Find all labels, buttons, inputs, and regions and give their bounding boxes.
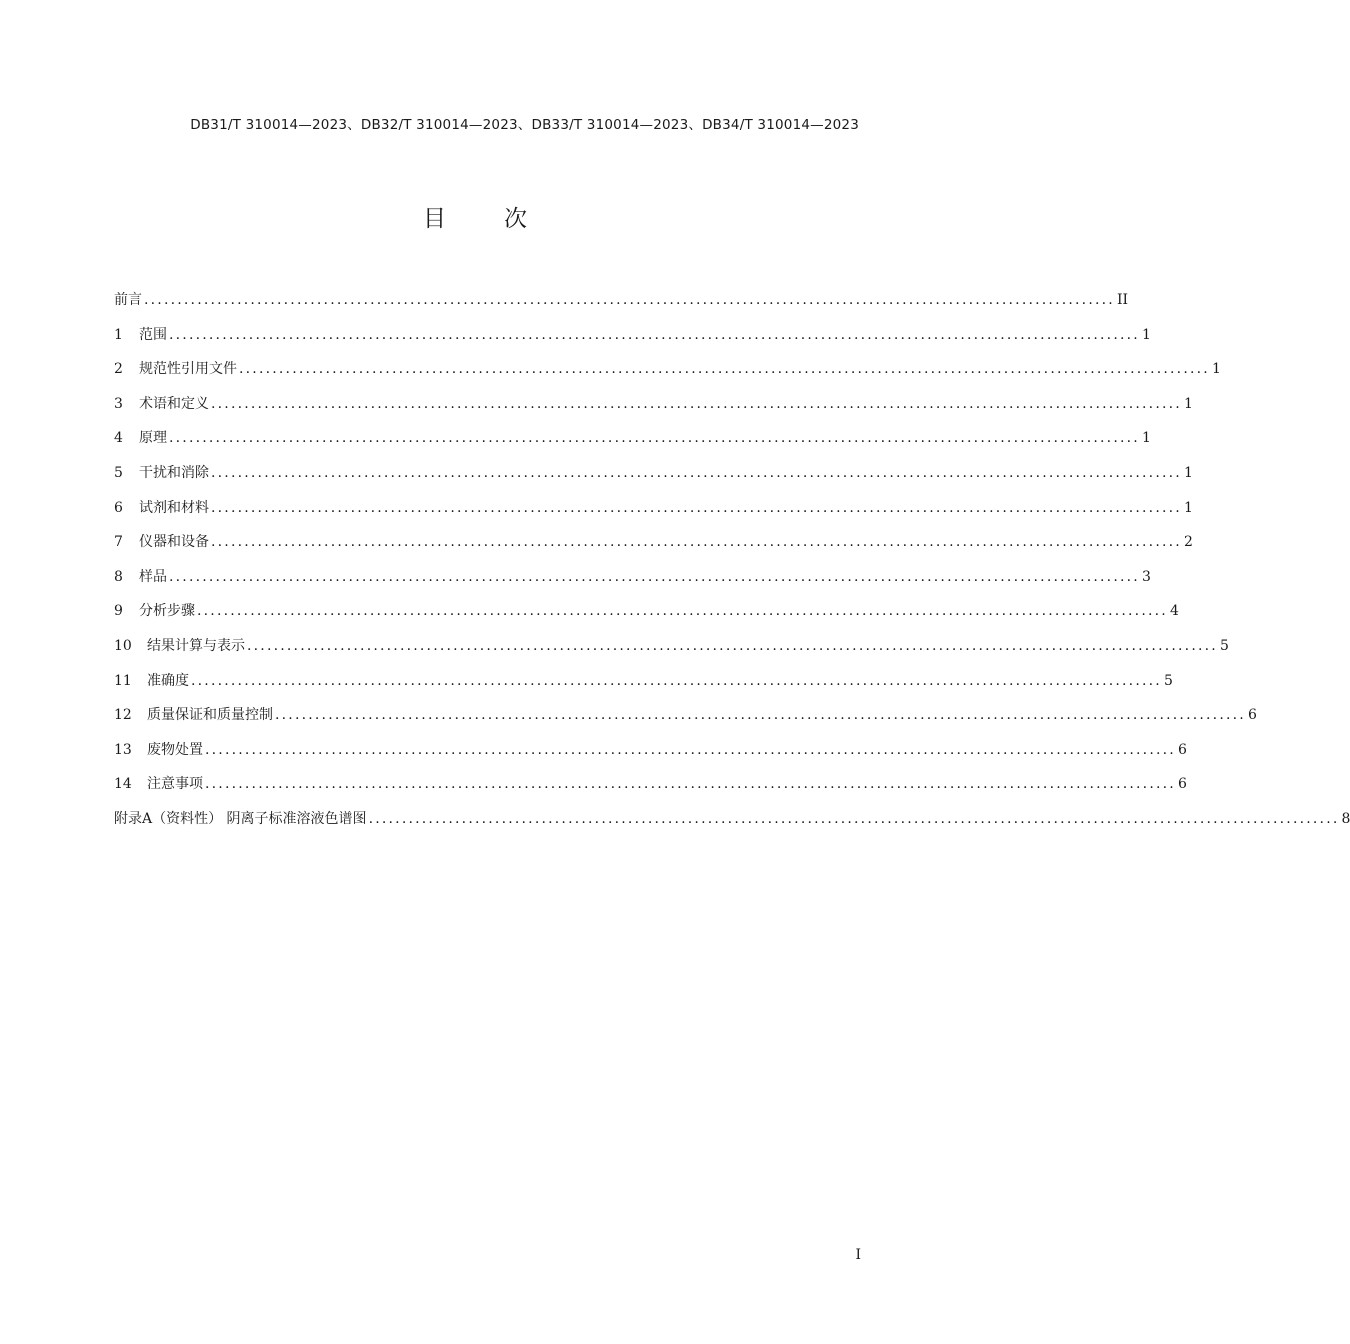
toc-entry-number: 13 (114, 741, 132, 758)
page-title (0, 200, 950, 233)
toc-entry-number: 5 (114, 464, 123, 481)
dot-leader: .................................................................................................................................................. (211, 395, 1182, 412)
toc-entry-page: 1 (1141, 326, 1151, 343)
toc-entry-scope[interactable] (114, 324, 1151, 359)
toc-entry-results[interactable] (114, 635, 1229, 670)
toc-entry-label: 结果计算与表示 (147, 637, 245, 654)
toc-entry-number: 12 (114, 707, 132, 724)
toc-entry-label: 准确度 (147, 672, 189, 689)
toc-entry-waste-disposal[interactable] (114, 739, 1187, 774)
toc-entry-number: 2 (114, 361, 123, 378)
toc-entry-page: 3 (1141, 568, 1151, 585)
toc-entry-reagents[interactable] (114, 497, 1193, 532)
toc-entry-principle[interactable] (114, 427, 1151, 462)
title-char-1: 目 (423, 206, 446, 232)
dot-leader: .................................................................................................................................................. (169, 326, 1140, 343)
dot-leader: .................................................................................................................................................. (197, 603, 1168, 620)
toc-entry-page: 1 (1141, 430, 1151, 447)
toc-entry-label: 废物处置 (147, 741, 203, 758)
toc-entry-page: 6 (1177, 776, 1187, 793)
toc-entry-normative-references[interactable] (114, 358, 1221, 393)
toc-entry-number: 7 (114, 534, 123, 551)
dot-leader: .................................................................................................................................................. (169, 568, 1140, 585)
toc-entry-label: 分析步骤 (139, 603, 195, 620)
toc-entry-label: 范围 (139, 326, 167, 343)
toc-entry-number: 4 (114, 430, 123, 447)
toc-entry-page: 1 (1211, 361, 1221, 378)
standard-number-header: DB31/T 310014—2023、DB32/T 310014—2023、DB33/T 310014—2023、DB34/T 310014—2023 (190, 117, 859, 133)
toc-entry-page: II (1116, 292, 1128, 308)
toc-entry-number: 14 (114, 776, 132, 793)
toc-entry-label: 规范性引用文件 (139, 361, 237, 378)
toc-entry-page: 5 (1163, 672, 1173, 689)
toc-entry-sample[interactable] (114, 566, 1151, 601)
toc-entry-page: 8 (1341, 810, 1350, 827)
toc-entry-number: 10 (114, 637, 132, 654)
toc-entry-number: 3 (114, 395, 123, 412)
toc-entry-quality-control[interactable] (114, 704, 1257, 739)
toc-entry-terms-definitions[interactable] (114, 393, 1193, 428)
toc-entry-annex-a[interactable] (114, 808, 1350, 843)
toc-entry-number: 11 (114, 672, 132, 689)
dot-leader: .................................................................................................................................................. (205, 741, 1176, 758)
page-number: I (855, 1247, 861, 1263)
toc-entry-page: 1 (1183, 499, 1193, 516)
toc-entry-page: 1 (1183, 464, 1193, 481)
toc-entry-label: 术语和定义 (139, 395, 209, 412)
toc-entry-label: 干扰和消除 (139, 464, 209, 481)
dot-leader: .................................................................................................................................................. (211, 534, 1182, 551)
toc-entry-accuracy[interactable] (114, 670, 1173, 705)
toc-entry-label: 样品 (139, 568, 167, 585)
dot-leader: .................................................................................................................................................. (191, 672, 1162, 689)
toc-entry-label: 试剂和材料 (139, 499, 209, 516)
toc-entry-label: 仪器和设备 (139, 534, 209, 551)
toc-entry-page: 1 (1183, 395, 1193, 412)
dot-leader: .................................................................................................................................................. (205, 776, 1176, 793)
title-char-2: 次 (504, 206, 527, 232)
toc-entry-number: 6 (114, 499, 123, 516)
toc-entry-precautions[interactable] (114, 773, 1187, 808)
toc-entry-number: 9 (114, 603, 123, 620)
dot-leader: .................................................................................................................................................. (144, 292, 1115, 308)
toc-entry-label: 附录A（资料性） 阴离子标准溶液色谱图 (114, 810, 367, 827)
toc-entry-page: 6 (1177, 741, 1187, 758)
toc-entry-label: 原理 (139, 430, 167, 447)
dot-leader: .................................................................................................................................................. (169, 430, 1140, 447)
dot-leader: .................................................................................................................................................. (247, 637, 1218, 654)
toc-entry-page: 2 (1183, 534, 1193, 551)
toc-entry-page: 6 (1247, 707, 1257, 724)
table-of-contents (114, 289, 1350, 843)
dot-leader: .................................................................................................................................................. (239, 361, 1210, 378)
toc-entry-apparatus[interactable] (114, 531, 1193, 566)
toc-entry-label: 前言 (114, 292, 142, 308)
dot-leader: .................................................................................................................................................. (275, 707, 1246, 724)
toc-entry-foreword[interactable] (114, 289, 1128, 324)
dot-leader: .................................................................................................................................................. (368, 810, 1340, 827)
toc-entry-label: 注意事项 (147, 776, 203, 793)
toc-entry-procedure[interactable] (114, 600, 1179, 635)
dot-leader: .................................................................................................................................................. (211, 499, 1182, 516)
toc-entry-page: 5 (1219, 637, 1229, 654)
toc-entry-interference[interactable] (114, 462, 1193, 497)
toc-entry-number: 1 (114, 326, 123, 343)
toc-entry-label: 质量保证和质量控制 (147, 707, 273, 724)
dot-leader: .................................................................................................................................................. (211, 464, 1182, 481)
toc-entry-page: 4 (1169, 603, 1179, 620)
toc-entry-number: 8 (114, 568, 123, 585)
